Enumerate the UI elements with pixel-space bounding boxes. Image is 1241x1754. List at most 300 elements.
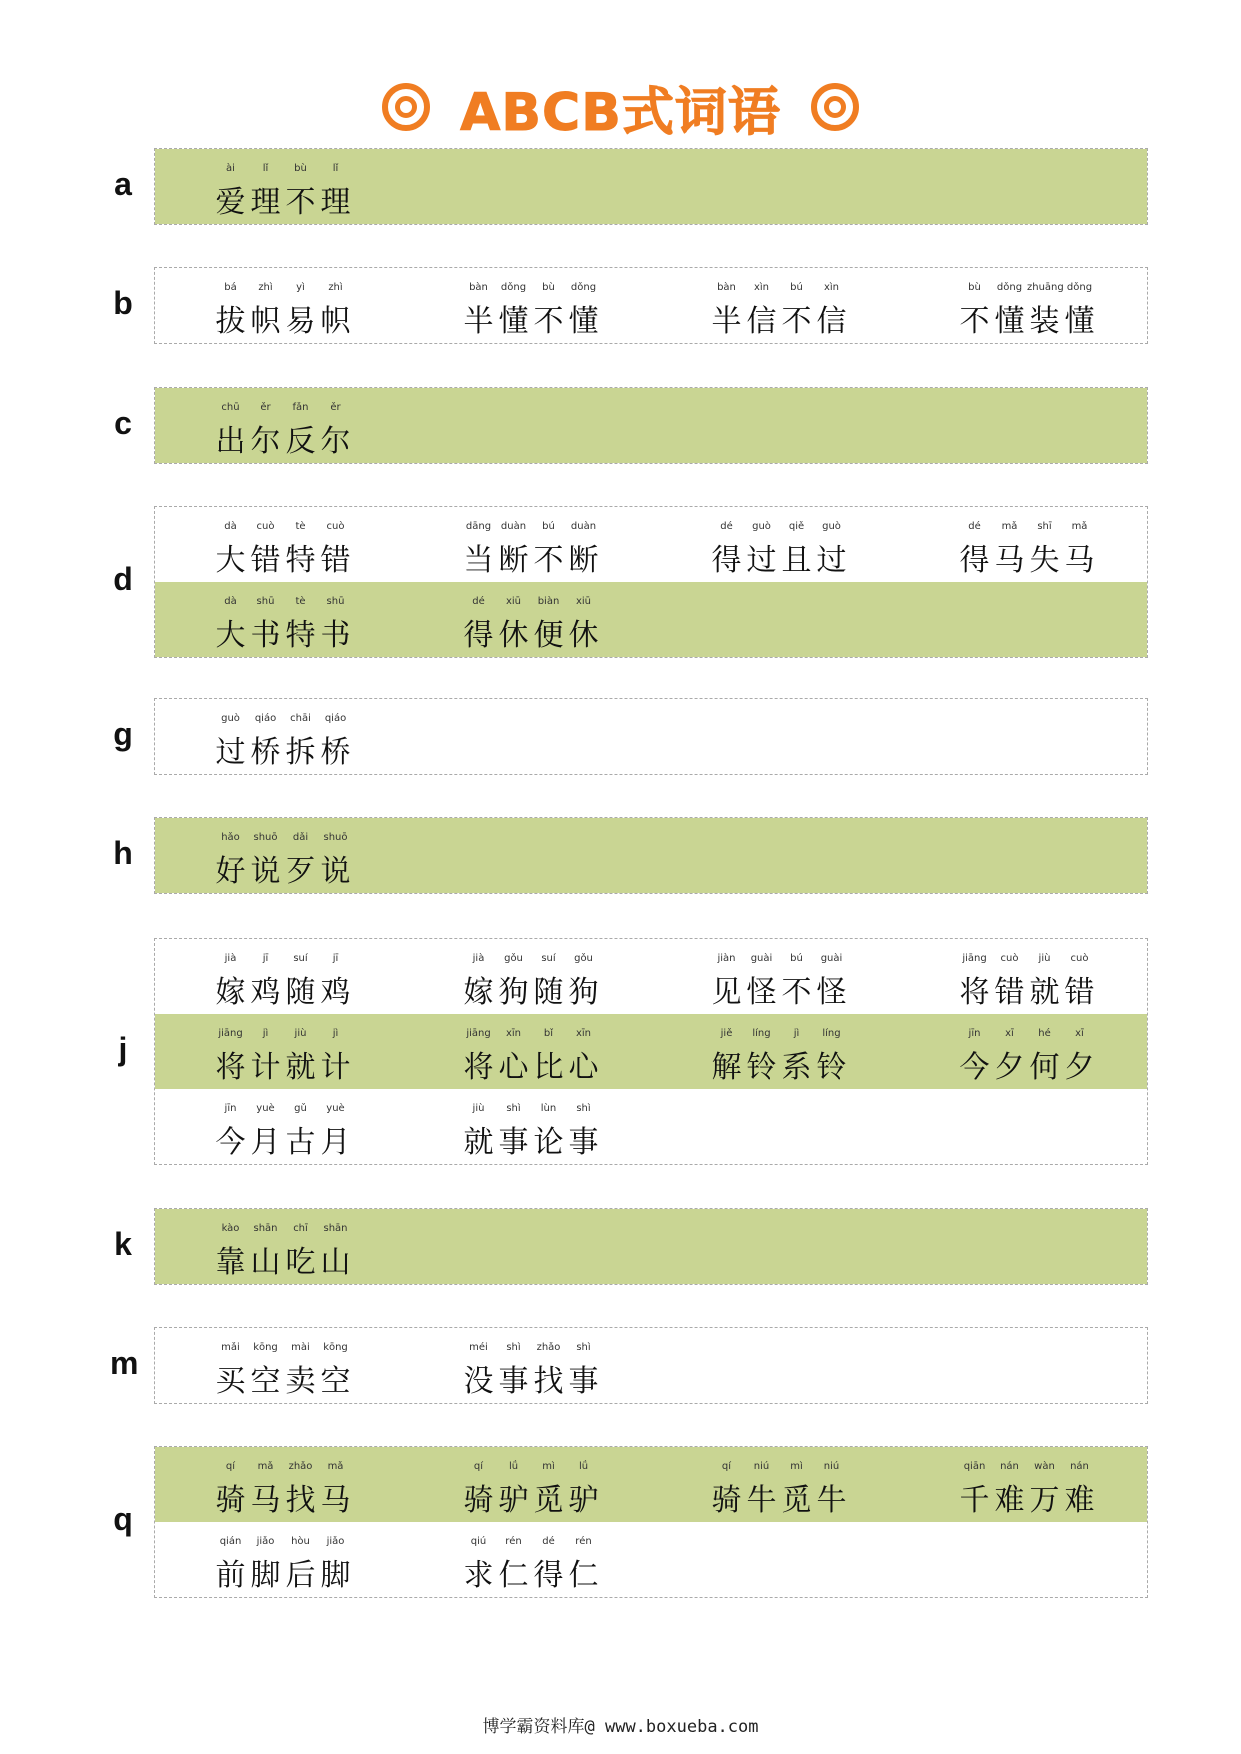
- pinyin-line: [461, 1342, 601, 1353]
- pinyin-line: [213, 713, 353, 724]
- hanzi-char: 空: [250, 1364, 281, 1399]
- pinyin-line: [213, 1028, 353, 1039]
- pinyin-syllable: jì: [332, 1028, 339, 1039]
- hanzi-char: 不: [285, 185, 316, 220]
- pinyin-syllable: tè: [295, 596, 306, 607]
- hanzi-char: 仁: [498, 1558, 529, 1593]
- word-entry: [709, 939, 909, 1014]
- pinyin-syllable: jīn: [224, 1103, 237, 1114]
- hanzi-char: 觅: [781, 1483, 812, 1518]
- pinyin-syllable: lǘ: [578, 1461, 589, 1472]
- pinyin-syllable: xīn: [505, 1028, 522, 1039]
- pinyin-syllable: shān: [253, 1223, 278, 1234]
- hanzi-char: 不: [781, 975, 812, 1010]
- pinyin-syllable: lǐ: [332, 163, 339, 174]
- section-box: [154, 698, 1148, 775]
- hanzi-char: 拔: [215, 304, 246, 339]
- pinyin-syllable: xī: [1005, 1028, 1014, 1039]
- pinyin-line: [461, 1536, 601, 1547]
- pinyin-syllable: dé: [472, 596, 485, 607]
- pinyin-syllable: shì: [576, 1342, 591, 1353]
- word-entry: [213, 268, 413, 343]
- pinyin-syllable: lǐ: [262, 163, 269, 174]
- pinyin-syllable: nán: [1000, 1461, 1019, 1472]
- section-box: [154, 506, 1148, 658]
- word-row: [155, 1328, 1147, 1403]
- pinyin-syllable: hǎo: [221, 832, 240, 843]
- pinyin-line: [709, 953, 849, 964]
- section-letter: q: [113, 1501, 133, 1537]
- pinyin-syllable: jiǎo: [326, 1536, 345, 1547]
- hanzi-char: 驴: [568, 1483, 599, 1518]
- hanzi-char: 特: [285, 543, 316, 578]
- hanzi-char: 说: [250, 854, 281, 889]
- pinyin-syllable: shì: [506, 1342, 521, 1353]
- hanzi-char: 觅: [533, 1483, 564, 1518]
- pinyin-syllable: biàn: [537, 596, 560, 607]
- pinyin-syllable: xiū: [575, 596, 592, 607]
- hanzi-char: 易: [285, 304, 316, 339]
- section-letter: c: [114, 404, 132, 441]
- pinyin-syllable: suí: [541, 953, 556, 964]
- pinyin-syllable: bù: [294, 163, 307, 174]
- hanzi-line: [461, 1117, 601, 1161]
- pinyin-syllable: qiě: [788, 521, 805, 532]
- hanzi-char: 断: [568, 543, 599, 578]
- hanzi-char: 装: [1029, 304, 1060, 339]
- hanzi-char: 不: [781, 304, 812, 339]
- hanzi-line: [213, 727, 353, 771]
- hanzi-char: 当: [463, 543, 494, 578]
- word-entry: [213, 1522, 413, 1597]
- hanzi-line: [461, 296, 601, 340]
- pinyin-syllable: ěr: [260, 402, 271, 413]
- pinyin-syllable: qí: [473, 1461, 484, 1472]
- pinyin-syllable: dà: [224, 521, 237, 532]
- pinyin-syllable: guài: [750, 953, 773, 964]
- pinyin-syllable: shì: [506, 1103, 521, 1114]
- pinyin-syllable: kōng: [253, 1342, 278, 1353]
- pinyin-syllable: qiáo: [324, 713, 347, 724]
- hanzi-line: [213, 1237, 353, 1281]
- section-box: [154, 267, 1148, 344]
- section-letter: g: [113, 715, 133, 752]
- pinyin-line: [957, 521, 1097, 532]
- word-entry: [213, 1328, 413, 1403]
- hanzi-char: 断: [498, 543, 529, 578]
- pinyin-syllable: fǎn: [292, 402, 309, 413]
- hanzi-line: [709, 296, 849, 340]
- word-entry: [213, 939, 413, 1014]
- hanzi-char: 比: [533, 1050, 564, 1085]
- pinyin-line: [213, 521, 353, 532]
- hanzi-line: [213, 1550, 353, 1594]
- hanzi-char: 骑: [711, 1483, 742, 1518]
- hanzi-char: 马: [994, 543, 1025, 578]
- word-entry: [957, 268, 1157, 343]
- pinyin-syllable: jiāng: [218, 1028, 243, 1039]
- hanzi-line: [213, 610, 353, 654]
- word-entry: [461, 1328, 661, 1403]
- pinyin-syllable: guò: [752, 521, 771, 532]
- pinyin-syllable: líng: [822, 1028, 841, 1039]
- word-row: [155, 1522, 1147, 1597]
- pinyin-line: [213, 1342, 353, 1353]
- word-entry: [957, 1447, 1157, 1522]
- pinyin-line: [213, 163, 353, 174]
- hanzi-char: 尔: [250, 424, 281, 459]
- pinyin-syllable: jì: [262, 1028, 269, 1039]
- pinyin-syllable: mǎ: [327, 1461, 344, 1472]
- section-letter: m: [110, 1344, 139, 1381]
- hanzi-char: 懂: [994, 304, 1025, 339]
- pinyin-line: [709, 521, 849, 532]
- pinyin-syllable: rén: [505, 1536, 522, 1547]
- word-entry: [213, 818, 413, 893]
- pinyin-syllable: mì: [542, 1461, 555, 1472]
- word-entry: [213, 149, 413, 224]
- hanzi-char: 便: [533, 618, 564, 653]
- hanzi-char: 就: [285, 1050, 316, 1085]
- pinyin-syllable: qí: [225, 1461, 236, 1472]
- hanzi-char: 求: [463, 1558, 494, 1593]
- pinyin-syllable: jià: [472, 953, 485, 964]
- pinyin-syllable: jīn: [968, 1028, 981, 1039]
- hanzi-line: [709, 1475, 849, 1519]
- pinyin-syllable: guài: [820, 953, 843, 964]
- page-header: [0, 62, 1241, 152]
- section-letter: d: [113, 561, 133, 597]
- pinyin-syllable: qiáo: [254, 713, 277, 724]
- hanzi-char: 错: [994, 975, 1025, 1010]
- pinyin-syllable: gǒu: [504, 953, 523, 964]
- hanzi-char: 牛: [816, 1483, 847, 1518]
- pinyin-syllable: méi: [469, 1342, 488, 1353]
- pinyin-syllable: xī: [1075, 1028, 1084, 1039]
- hanzi-char: 过: [746, 543, 777, 578]
- pinyin-line: [461, 596, 601, 607]
- word-entry: [461, 1447, 661, 1522]
- word-row: [155, 818, 1147, 893]
- hanzi-char: 错: [250, 543, 281, 578]
- word-row: [155, 1089, 1147, 1164]
- hanzi-char: 事: [498, 1364, 529, 1399]
- hanzi-char: 马: [250, 1483, 281, 1518]
- hanzi-char: 系: [781, 1050, 812, 1085]
- pinyin-syllable: nán: [1070, 1461, 1089, 1472]
- hanzi-char: 心: [568, 1050, 599, 1085]
- hanzi-char: 事: [498, 1125, 529, 1160]
- pinyin-syllable: zhǎo: [288, 1461, 313, 1472]
- pinyin-syllable: shū: [326, 596, 345, 607]
- pinyin-syllable: jià: [224, 953, 237, 964]
- hanzi-char: 帜: [320, 304, 351, 339]
- word-entry: [709, 507, 909, 582]
- pinyin-syllable: guò: [221, 713, 240, 724]
- pinyin-line: [461, 282, 601, 293]
- hanzi-char: 书: [320, 618, 351, 653]
- hanzi-line: [461, 1475, 601, 1519]
- pinyin-syllable: chāi: [290, 713, 311, 724]
- hanzi-char: 马: [1064, 543, 1095, 578]
- pinyin-line: [461, 1103, 601, 1114]
- pinyin-syllable: kōng: [323, 1342, 348, 1353]
- hanzi-char: 反: [285, 424, 316, 459]
- pinyin-syllable: dǒng: [500, 282, 527, 293]
- hanzi-line: [213, 967, 353, 1011]
- hanzi-char: 仁: [568, 1558, 599, 1593]
- word-entry: [461, 1522, 661, 1597]
- word-entry: [957, 939, 1157, 1014]
- word-entry: [213, 1447, 413, 1522]
- pinyin-syllable: suí: [293, 953, 308, 964]
- hanzi-char: 山: [250, 1245, 281, 1280]
- pinyin-line: [461, 1461, 601, 1472]
- hanzi-char: 事: [568, 1364, 599, 1399]
- hanzi-line: [709, 1042, 849, 1086]
- hanzi-char: 不: [959, 304, 990, 339]
- hanzi-char: 过: [816, 543, 847, 578]
- pinyin-syllable: xīn: [575, 1028, 592, 1039]
- word-row: [155, 1209, 1147, 1284]
- pinyin-syllable: yuè: [326, 1103, 345, 1114]
- pinyin-line: [213, 1536, 353, 1547]
- hanzi-char: 前: [215, 1558, 246, 1593]
- section-letter: j: [118, 1030, 128, 1067]
- pinyin-syllable: niú: [753, 1461, 770, 1472]
- pinyin-syllable: mǎ: [1071, 521, 1088, 532]
- word-row: [155, 1014, 1147, 1089]
- hanzi-char: 找: [533, 1364, 564, 1399]
- section-box: [154, 1446, 1148, 1598]
- hanzi-line: [957, 1475, 1097, 1519]
- hanzi-char: 吃: [285, 1245, 316, 1280]
- pinyin-syllable: xìn: [823, 282, 840, 293]
- word-entry: [461, 268, 661, 343]
- pinyin-line: [213, 596, 353, 607]
- pinyin-line: [213, 1103, 353, 1114]
- pinyin-syllable: lùn: [540, 1103, 557, 1114]
- pinyin-syllable: jiāng: [466, 1028, 491, 1039]
- word-row: [155, 388, 1147, 463]
- hanzi-char: 尔: [320, 424, 351, 459]
- hanzi-line: [461, 1356, 601, 1400]
- pinyin-syllable: rén: [575, 1536, 592, 1547]
- hanzi-char: 将: [215, 1050, 246, 1085]
- hanzi-line: [461, 1042, 601, 1086]
- hanzi-char: 找: [285, 1483, 316, 1518]
- pinyin-syllable: cuò: [1000, 953, 1019, 964]
- hanzi-char: 且: [781, 543, 812, 578]
- pinyin-syllable: bù: [968, 282, 981, 293]
- hanzi-char: 靠: [215, 1245, 246, 1280]
- pinyin-syllable: tè: [295, 521, 306, 532]
- hanzi-char: 解: [711, 1050, 742, 1085]
- pinyin-syllable: ěr: [330, 402, 341, 413]
- word-entry: [957, 507, 1157, 582]
- hanzi-char: 难: [994, 1483, 1025, 1518]
- pinyin-line: [957, 1461, 1097, 1472]
- hanzi-char: 今: [959, 1050, 990, 1085]
- pinyin-line: [957, 953, 1097, 964]
- hanzi-char: 理: [250, 185, 281, 220]
- hanzi-line: [213, 846, 353, 890]
- pinyin-syllable: wàn: [1034, 1461, 1055, 1472]
- hanzi-line: [461, 967, 601, 1011]
- hanzi-char: 驴: [498, 1483, 529, 1518]
- pinyin-syllable: qiān: [963, 1461, 986, 1472]
- hanzi-char: 懂: [1064, 304, 1095, 339]
- pinyin-syllable: chū: [221, 402, 240, 413]
- hanzi-char: 书: [250, 618, 281, 653]
- double-circle-icon: [382, 83, 430, 131]
- pinyin-syllable: jiàn: [717, 953, 736, 964]
- word-entry: [461, 1014, 661, 1089]
- pinyin-syllable: bù: [542, 282, 555, 293]
- pinyin-syllable: bú: [790, 953, 803, 964]
- hanzi-char: 今: [215, 1125, 246, 1160]
- word-entry: [709, 1447, 909, 1522]
- word-entry: [213, 388, 413, 463]
- hanzi-char: 事: [568, 1125, 599, 1160]
- word-row: [155, 507, 1147, 582]
- pinyin-syllable: chī: [293, 1223, 308, 1234]
- hanzi-char: 狗: [568, 975, 599, 1010]
- pinyin-line: [957, 282, 1097, 293]
- section-box: [154, 387, 1148, 464]
- pinyin-line: [461, 521, 601, 532]
- pinyin-syllable: duàn: [570, 521, 597, 532]
- pinyin-syllable: xiū: [505, 596, 522, 607]
- hanzi-char: 将: [959, 975, 990, 1010]
- hanzi-char: 论: [533, 1125, 564, 1160]
- hanzi-char: 失: [1029, 543, 1060, 578]
- pinyin-line: [213, 1223, 353, 1234]
- hanzi-char: 狗: [498, 975, 529, 1010]
- word-entry: [213, 582, 413, 657]
- pinyin-syllable: zhuāng: [1027, 282, 1064, 293]
- word-row: [155, 582, 1147, 657]
- pinyin-syllable: qí: [721, 1461, 732, 1472]
- hanzi-char: 脚: [250, 1558, 281, 1593]
- hanzi-line: [957, 1042, 1097, 1086]
- word-row: [155, 268, 1147, 343]
- pinyin-syllable: dé: [720, 521, 733, 532]
- pinyin-syllable: dǒng: [1066, 282, 1093, 293]
- pinyin-syllable: bǐ: [543, 1028, 554, 1039]
- hanzi-char: 大: [215, 543, 246, 578]
- hanzi-char: 休: [498, 618, 529, 653]
- word-row: [155, 1447, 1147, 1522]
- word-row: [155, 939, 1147, 1014]
- hanzi-char: 懂: [498, 304, 529, 339]
- pinyin-syllable: shān: [323, 1223, 348, 1234]
- hanzi-char: 随: [285, 975, 316, 1010]
- hanzi-char: 歹: [285, 854, 316, 889]
- pinyin-syllable: shuō: [253, 832, 278, 843]
- hanzi-char: 休: [568, 618, 599, 653]
- hanzi-char: 不: [533, 304, 564, 339]
- pinyin-syllable: jì: [793, 1028, 800, 1039]
- pinyin-syllable: gǒu: [574, 953, 593, 964]
- hanzi-char: 信: [746, 304, 777, 339]
- hanzi-char: 就: [463, 1125, 494, 1160]
- hanzi-char: 出: [215, 424, 246, 459]
- hanzi-char: 得: [959, 543, 990, 578]
- pinyin-syllable: mì: [790, 1461, 803, 1472]
- pinyin-syllable: duàn: [500, 521, 527, 532]
- hanzi-char: 计: [320, 1050, 351, 1085]
- pinyin-syllable: yì: [296, 282, 305, 293]
- section-letter: a: [114, 165, 132, 202]
- section-box: [154, 817, 1148, 894]
- word-entry: [213, 699, 413, 774]
- hanzi-char: 万: [1029, 1483, 1060, 1518]
- hanzi-char: 难: [1064, 1483, 1095, 1518]
- hanzi-char: 得: [463, 618, 494, 653]
- footer-watermark: 博学霸资料库@ www.boxueba.com: [482, 1717, 759, 1737]
- pinyin-syllable: jiě: [720, 1028, 733, 1039]
- word-entry: [709, 1014, 909, 1089]
- hanzi-char: 将: [463, 1050, 494, 1085]
- hanzi-char: 特: [285, 618, 316, 653]
- section-box: [154, 1327, 1148, 1404]
- word-entry: [461, 507, 661, 582]
- pinyin-syllable: jiǎo: [256, 1536, 275, 1547]
- hanzi-char: 脚: [320, 1558, 351, 1593]
- word-row: [155, 699, 1147, 774]
- pinyin-line: [213, 832, 353, 843]
- pinyin-syllable: mǎ: [257, 1461, 274, 1472]
- hanzi-char: 随: [533, 975, 564, 1010]
- pinyin-syllable: dé: [968, 521, 981, 532]
- hanzi-char: 何: [1029, 1050, 1060, 1085]
- hanzi-line: [213, 535, 353, 579]
- hanzi-char: 后: [285, 1558, 316, 1593]
- pinyin-syllable: hòu: [291, 1536, 310, 1547]
- hanzi-char: 夕: [994, 1050, 1025, 1085]
- pinyin-syllable: lǘ: [508, 1461, 519, 1472]
- hanzi-char: 见: [711, 975, 742, 1010]
- hanzi-char: 月: [250, 1125, 281, 1160]
- pinyin-syllable: líng: [752, 1028, 771, 1039]
- hanzi-char: 嫁: [463, 975, 494, 1010]
- hanzi-char: 错: [1064, 975, 1095, 1010]
- hanzi-char: 铃: [746, 1050, 777, 1085]
- hanzi-line: [213, 1475, 353, 1519]
- pinyin-syllable: yuè: [256, 1103, 275, 1114]
- page-title: ABCB式词语: [460, 82, 781, 143]
- pinyin-syllable: mǎ: [1001, 521, 1018, 532]
- pinyin-syllable: bú: [542, 521, 555, 532]
- word-entry: [213, 507, 413, 582]
- pinyin-syllable: jiù: [294, 1028, 307, 1039]
- hanzi-char: 骑: [215, 1483, 246, 1518]
- pinyin-syllable: zhǎo: [536, 1342, 561, 1353]
- hanzi-char: 计: [250, 1050, 281, 1085]
- word-row: [155, 149, 1147, 224]
- pinyin-syllable: jiāng: [962, 953, 987, 964]
- pinyin-syllable: dé: [542, 1536, 555, 1547]
- hanzi-char: 好: [215, 854, 246, 889]
- word-entry: [461, 939, 661, 1014]
- hanzi-line: [461, 535, 601, 579]
- section-box: [154, 1208, 1148, 1285]
- hanzi-char: 卖: [285, 1364, 316, 1399]
- hanzi-char: 心: [498, 1050, 529, 1085]
- pinyin-syllable: zhì: [258, 282, 273, 293]
- pinyin-line: [213, 282, 353, 293]
